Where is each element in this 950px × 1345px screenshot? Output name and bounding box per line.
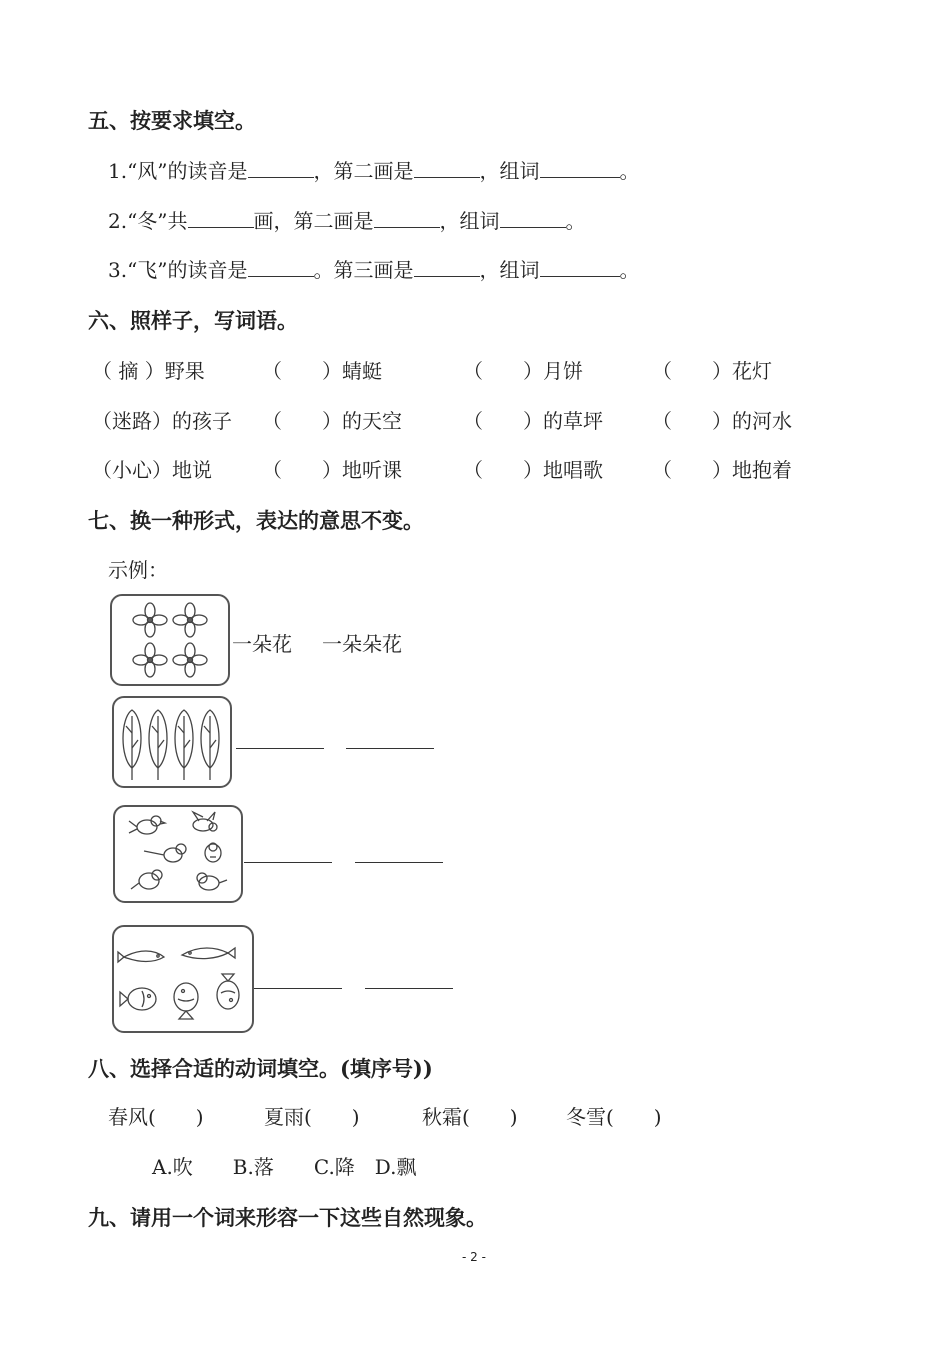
birds-picture — [113, 805, 243, 903]
word-item[interactable]: （ ）的河水 — [652, 409, 792, 433]
answer-blank[interactable] — [540, 157, 620, 178]
answer-blank[interactable] — [500, 207, 566, 228]
answer-blank[interactable] — [248, 157, 314, 178]
tree-icon — [114, 698, 230, 786]
answer-line[interactable] — [355, 862, 443, 863]
verb-options: A.吹 B.落 C.降 D.飘 — [152, 1155, 417, 1179]
word-item: （小心）地说 — [92, 458, 212, 482]
word-item: （迷路）的孩子 — [92, 409, 232, 433]
answer-blank[interactable] — [414, 256, 480, 277]
fish-icon — [114, 927, 252, 1031]
section9-heading: 九、请用一个词来形容一下这些自然现象。 — [88, 1205, 487, 1230]
section8-heading: 八、选择合适的动词填空。(填序号)) — [88, 1056, 433, 1081]
answer-line[interactable] — [346, 748, 434, 749]
word-item[interactable]: （ ）地听课 — [262, 458, 402, 482]
answer-blank[interactable] — [248, 256, 314, 277]
section7-heading: 七、换一种形式，表达的意思不变。 — [88, 508, 424, 533]
question-3: 3.“飞”的读音是 。第三画是 ，组词 。 — [108, 258, 640, 282]
word-item[interactable]: （ ）月饼 — [463, 359, 583, 383]
verb-item[interactable]: 冬雪( ) — [566, 1105, 662, 1129]
question-2: 2.“冬”共 画，第二画是 ，组词 。 — [108, 209, 586, 233]
answer-blank[interactable] — [188, 207, 254, 228]
page-number: - 2 - — [462, 1250, 486, 1264]
flower-icon — [112, 596, 228, 684]
answer-line[interactable] — [236, 748, 324, 749]
question-1: 1.“风”的读音是 ，第二画是 ，组词 。 — [108, 159, 640, 183]
example-text-2: 一朵朵花 — [322, 632, 402, 656]
word-item[interactable]: （ ）的草坪 — [463, 409, 603, 433]
answer-line[interactable] — [244, 862, 332, 863]
answer-blank[interactable] — [540, 256, 620, 277]
section6-heading: 六、照样子，写词语。 — [88, 308, 298, 333]
answer-line[interactable] — [254, 988, 342, 989]
word-item[interactable]: （ ）的天空 — [262, 409, 402, 433]
word-item: （ 摘 ）野果 — [92, 359, 205, 383]
answer-line[interactable] — [365, 988, 453, 989]
word-item[interactable]: （ ）蜻蜓 — [262, 359, 382, 383]
section5-heading: 五、按要求填空。 — [88, 108, 256, 133]
verb-item[interactable]: 春风( ) — [108, 1105, 204, 1129]
word-item[interactable]: （ ）花灯 — [652, 359, 772, 383]
example-label: 示例： — [108, 558, 168, 582]
word-item[interactable]: （ ）地抱着 — [652, 458, 792, 482]
verb-item[interactable]: 夏雨( ) — [264, 1105, 360, 1129]
answer-blank[interactable] — [414, 157, 480, 178]
example-text-1: 一朵花 — [232, 632, 292, 656]
fish-picture — [112, 925, 254, 1033]
flowers-picture — [110, 594, 230, 686]
bird-icon — [115, 807, 241, 901]
trees-picture — [112, 696, 232, 788]
answer-blank[interactable] — [374, 207, 440, 228]
word-item[interactable]: （ ）地唱歌 — [463, 458, 603, 482]
verb-item[interactable]: 秋霜( ) — [422, 1105, 518, 1129]
